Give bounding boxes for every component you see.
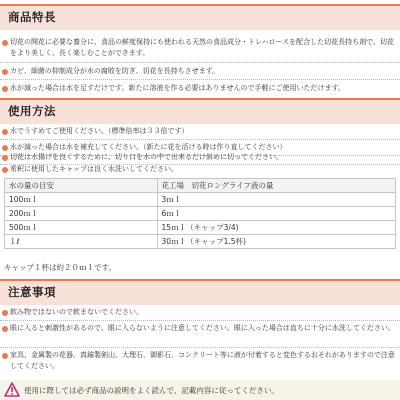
feature-bullet-text: 切花の開花に必要な養分に、食品の鮮度保持にも使われる天然の食品成分・トレハロースを配合した切花長持ち剤で、切花をより美しく、長く楽しむことができます。	[10, 38, 395, 57]
list-item	[0, 323, 400, 345]
usage-bullet-text: 水でうすめてご使用ください。（標準倍率は３３倍です）	[10, 127, 189, 135]
list-item	[0, 66, 400, 77]
bullet-dot-icon	[2, 353, 8, 359]
table-header-cell: 花工場 切花ロングライフ液の量	[157, 179, 395, 193]
list-item	[0, 37, 400, 59]
cap-volume-note: キャップ１杯は約２０ｍｌです。	[4, 263, 116, 272]
divider	[0, 139, 400, 140]
table-row	[5, 207, 396, 221]
divider	[0, 62, 400, 63]
table-cell: １ℓ	[5, 235, 158, 249]
table-cell: 15ｍｌ（キャップ3/4)	[157, 221, 395, 235]
list-item	[0, 164, 400, 175]
list-item	[0, 83, 400, 94]
feature-bullet-text: 水が減った場合は水を足すだけです。新たに溶液を作る必要はありませんので手軽にご使用いただけます。	[10, 84, 345, 92]
list-item	[0, 152, 400, 163]
warning-triangle-icon	[4, 382, 20, 397]
usage-bullet-text: 水が減った場合は水を補充してください。（新たに花を活ける時は作り直してください）	[10, 143, 287, 151]
footer-text: 使用に際しては必ず商品の説明をよく読んで、記載内容に従ってください。	[24, 386, 279, 395]
bullet-dot-icon	[2, 40, 8, 46]
divider	[0, 320, 400, 321]
list-item	[0, 126, 400, 137]
bullet-dot-icon	[2, 155, 8, 161]
cautions-title: 注意事項	[8, 285, 56, 299]
caution-bullet-text: 眼に入ると刺激性があるので、眼に入らないように注意してください。眼に入った場合は直ちに十分に水洗してください。	[10, 324, 395, 332]
feature-bullet-text: カビ、細菌の抑制成分が水の腐敗を防ぎ、切花を長持ちさせます。	[10, 67, 220, 75]
caution-bullet-text: 家具、金属製の花器、真鍮製剣山、大理石、御影石、コンクリート等に液が付着すると変色するおそれがありますので注意してください。	[10, 351, 395, 370]
usage-bullet-text: 希釈に使用したキャップは良く水洗いしてください。	[10, 165, 178, 173]
table-header-row	[5, 179, 396, 193]
dilution-table	[4, 178, 396, 249]
features-header	[0, 4, 400, 30]
list-item	[0, 307, 400, 318]
usage-title: 使用方法	[8, 104, 56, 118]
bullet-dot-icon	[2, 310, 8, 316]
table-cell: 6ｍｌ	[157, 207, 395, 221]
bullet-dot-icon	[2, 326, 8, 332]
table-row	[5, 235, 396, 249]
usage-bullet-text: 切花は水揚げを良くするために、切り口を水の中で出来るだけ斜めに切ってください。	[10, 153, 283, 161]
bullet-dot-icon	[2, 129, 8, 135]
bullet-dot-icon	[2, 69, 8, 75]
bullet-dot-icon	[2, 86, 8, 92]
table-cell: 200ｍｌ	[5, 207, 158, 221]
table-cell: 3ｍｌ	[157, 193, 395, 207]
bullet-dot-icon	[2, 167, 8, 173]
bullet-dot-icon	[2, 145, 8, 151]
divider	[0, 347, 400, 348]
table-cell: 500ｍｌ	[5, 221, 158, 235]
table-cell: 30ｍｌ（キャップ1.5杯)	[157, 235, 395, 249]
table-cell: 100ｍｌ	[5, 193, 158, 207]
caution-bullet-text: 飲み物ではないので飲まないでください。	[10, 308, 143, 316]
features-title: 商品特長	[8, 10, 56, 24]
table-row	[5, 221, 396, 235]
cautions-header	[0, 279, 400, 305]
list-item	[0, 350, 400, 372]
table-row	[5, 193, 396, 207]
usage-header	[0, 98, 400, 124]
footer-notice	[0, 380, 400, 400]
divider	[0, 79, 400, 80]
table-header-cell: 水の量の目安	[5, 179, 158, 193]
